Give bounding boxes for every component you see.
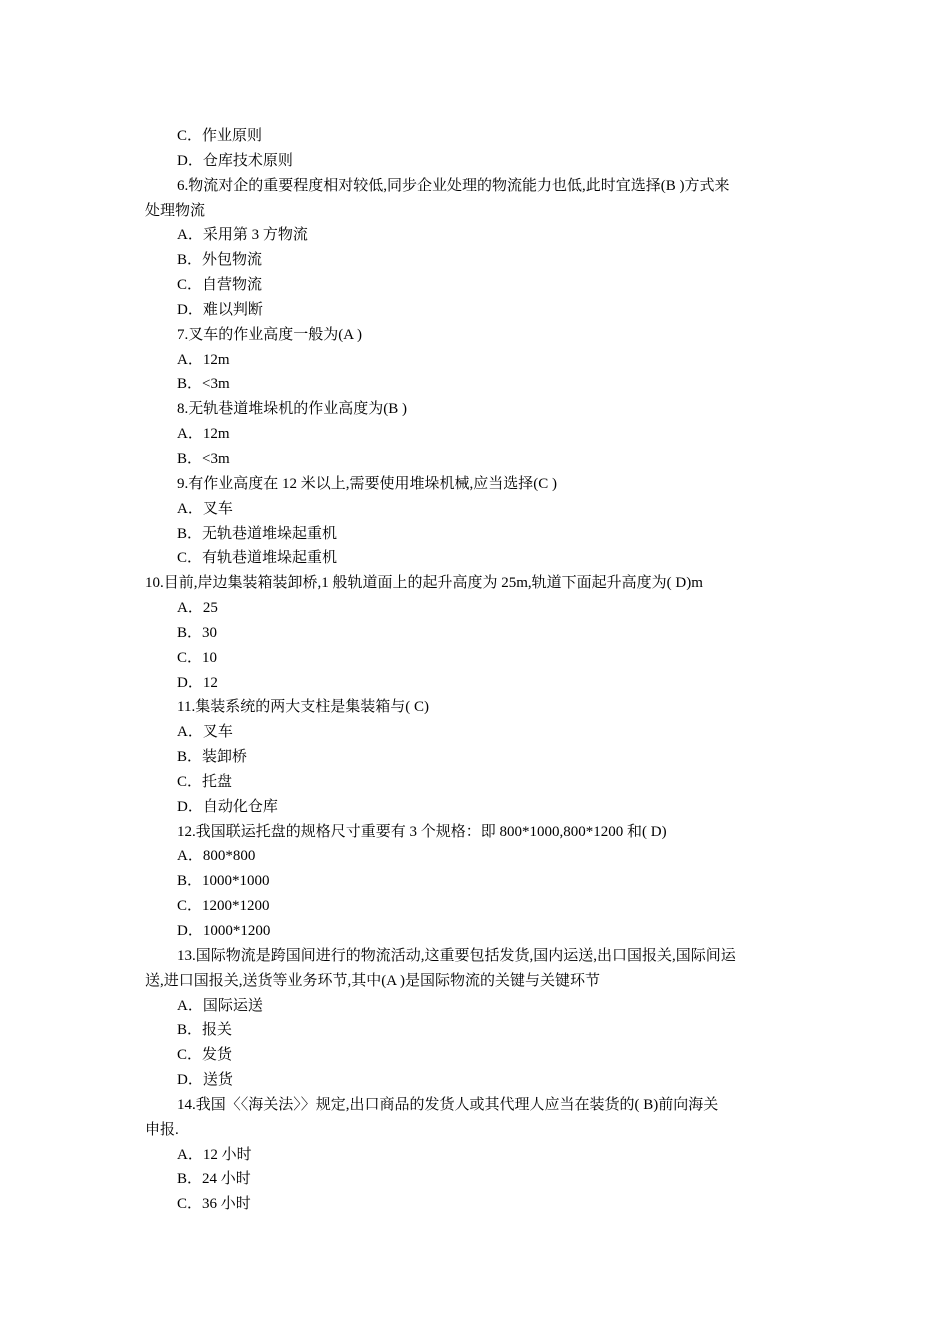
question-continuation: 处理物流: [145, 202, 206, 219]
answer-option: C．作业原则: [177, 128, 263, 144]
answer-option: B．<3m: [177, 376, 230, 393]
answer-option: A．叉车: [177, 500, 233, 517]
question-continuation: 送,进口国报关,送货等业务环节,其中(A )是国际物流的关键与关键环节: [145, 972, 600, 989]
answer-option: A．叉车: [177, 724, 233, 741]
answer-option: C．有轨巷道堆垛起重机: [177, 550, 338, 567]
answer-option: B．24 小时: [177, 1171, 251, 1188]
answer-option: D．1000*1200: [177, 923, 271, 939]
answer-option: A．800*800: [177, 848, 256, 865]
answer-option: C．发货: [177, 1047, 233, 1064]
answer-option: B．1000*1000: [177, 873, 270, 890]
question-text: 13.国际物流是跨国间进行的物流活动,这重要包括发货,国内运送,出口国报关,国际间运: [177, 947, 736, 964]
answer-option: C．托盘: [177, 773, 233, 790]
question-text: 7.叉车的作业高度一般为(A ): [177, 326, 362, 343]
question-text: 12.我国联运托盘的规格尺寸重要有 3 个规格：即 800*1000,800*1200 和( D): [177, 823, 667, 840]
answer-option: A．12 小时: [177, 1146, 252, 1163]
question-text: 8.无轨巷道堆垛机的作业高度为(B ): [177, 401, 407, 418]
question-text: 14.我国〈〈海关法〉〉规定,出口商品的发货人或其代理人应当在装货的( B)前向海关: [177, 1096, 719, 1113]
question-continuation: 申报.: [145, 1121, 179, 1138]
answer-option: A．12m: [177, 351, 230, 368]
answer-option: A．国际运送: [177, 997, 263, 1014]
answer-option: B．外包物流: [177, 252, 263, 269]
question-text: 11.集装系统的两大支柱是集装箱与( C): [177, 699, 429, 716]
question-text: 10.目前,岸边集装箱装卸桥,1 般轨道面上的起升高度为 25m,轨道下面起升高度为( D)m: [145, 575, 703, 592]
answer-option: D．自动化仓库: [177, 798, 278, 815]
answer-option: B．无轨巷道堆垛起重机: [177, 525, 338, 542]
question-text: 6.物流对企的重要程度相对较低,同步企业处理的物流能力也低,此时宜选择(B )方式来: [177, 177, 730, 194]
question-text: 9.有作业高度在 12 米以上,需要使用堆垛机械,应当选择(C ): [177, 475, 557, 492]
document-page: [0, 124, 950, 1217]
answer-option: D．难以判断: [177, 301, 263, 318]
answer-option: B．装卸桥: [177, 749, 248, 766]
answer-option: A．采用第 3 方物流: [177, 227, 308, 244]
answer-option: D．仓库技术原则: [177, 152, 293, 169]
answer-option: C．自营物流: [177, 277, 263, 294]
answer-option: D．送货: [177, 1072, 233, 1089]
answer-option: B．30: [177, 624, 218, 641]
answer-option: C．1200*1200: [177, 898, 270, 915]
answer-option: B．<3m: [177, 450, 230, 467]
answer-option: D．12: [177, 674, 218, 691]
answer-option: C．10: [177, 649, 218, 666]
answer-option: A．12m: [177, 426, 230, 443]
answer-option: A．25: [177, 600, 218, 617]
answer-option: B．报关: [177, 1022, 233, 1039]
answer-option: C．36 小时: [177, 1196, 251, 1213]
